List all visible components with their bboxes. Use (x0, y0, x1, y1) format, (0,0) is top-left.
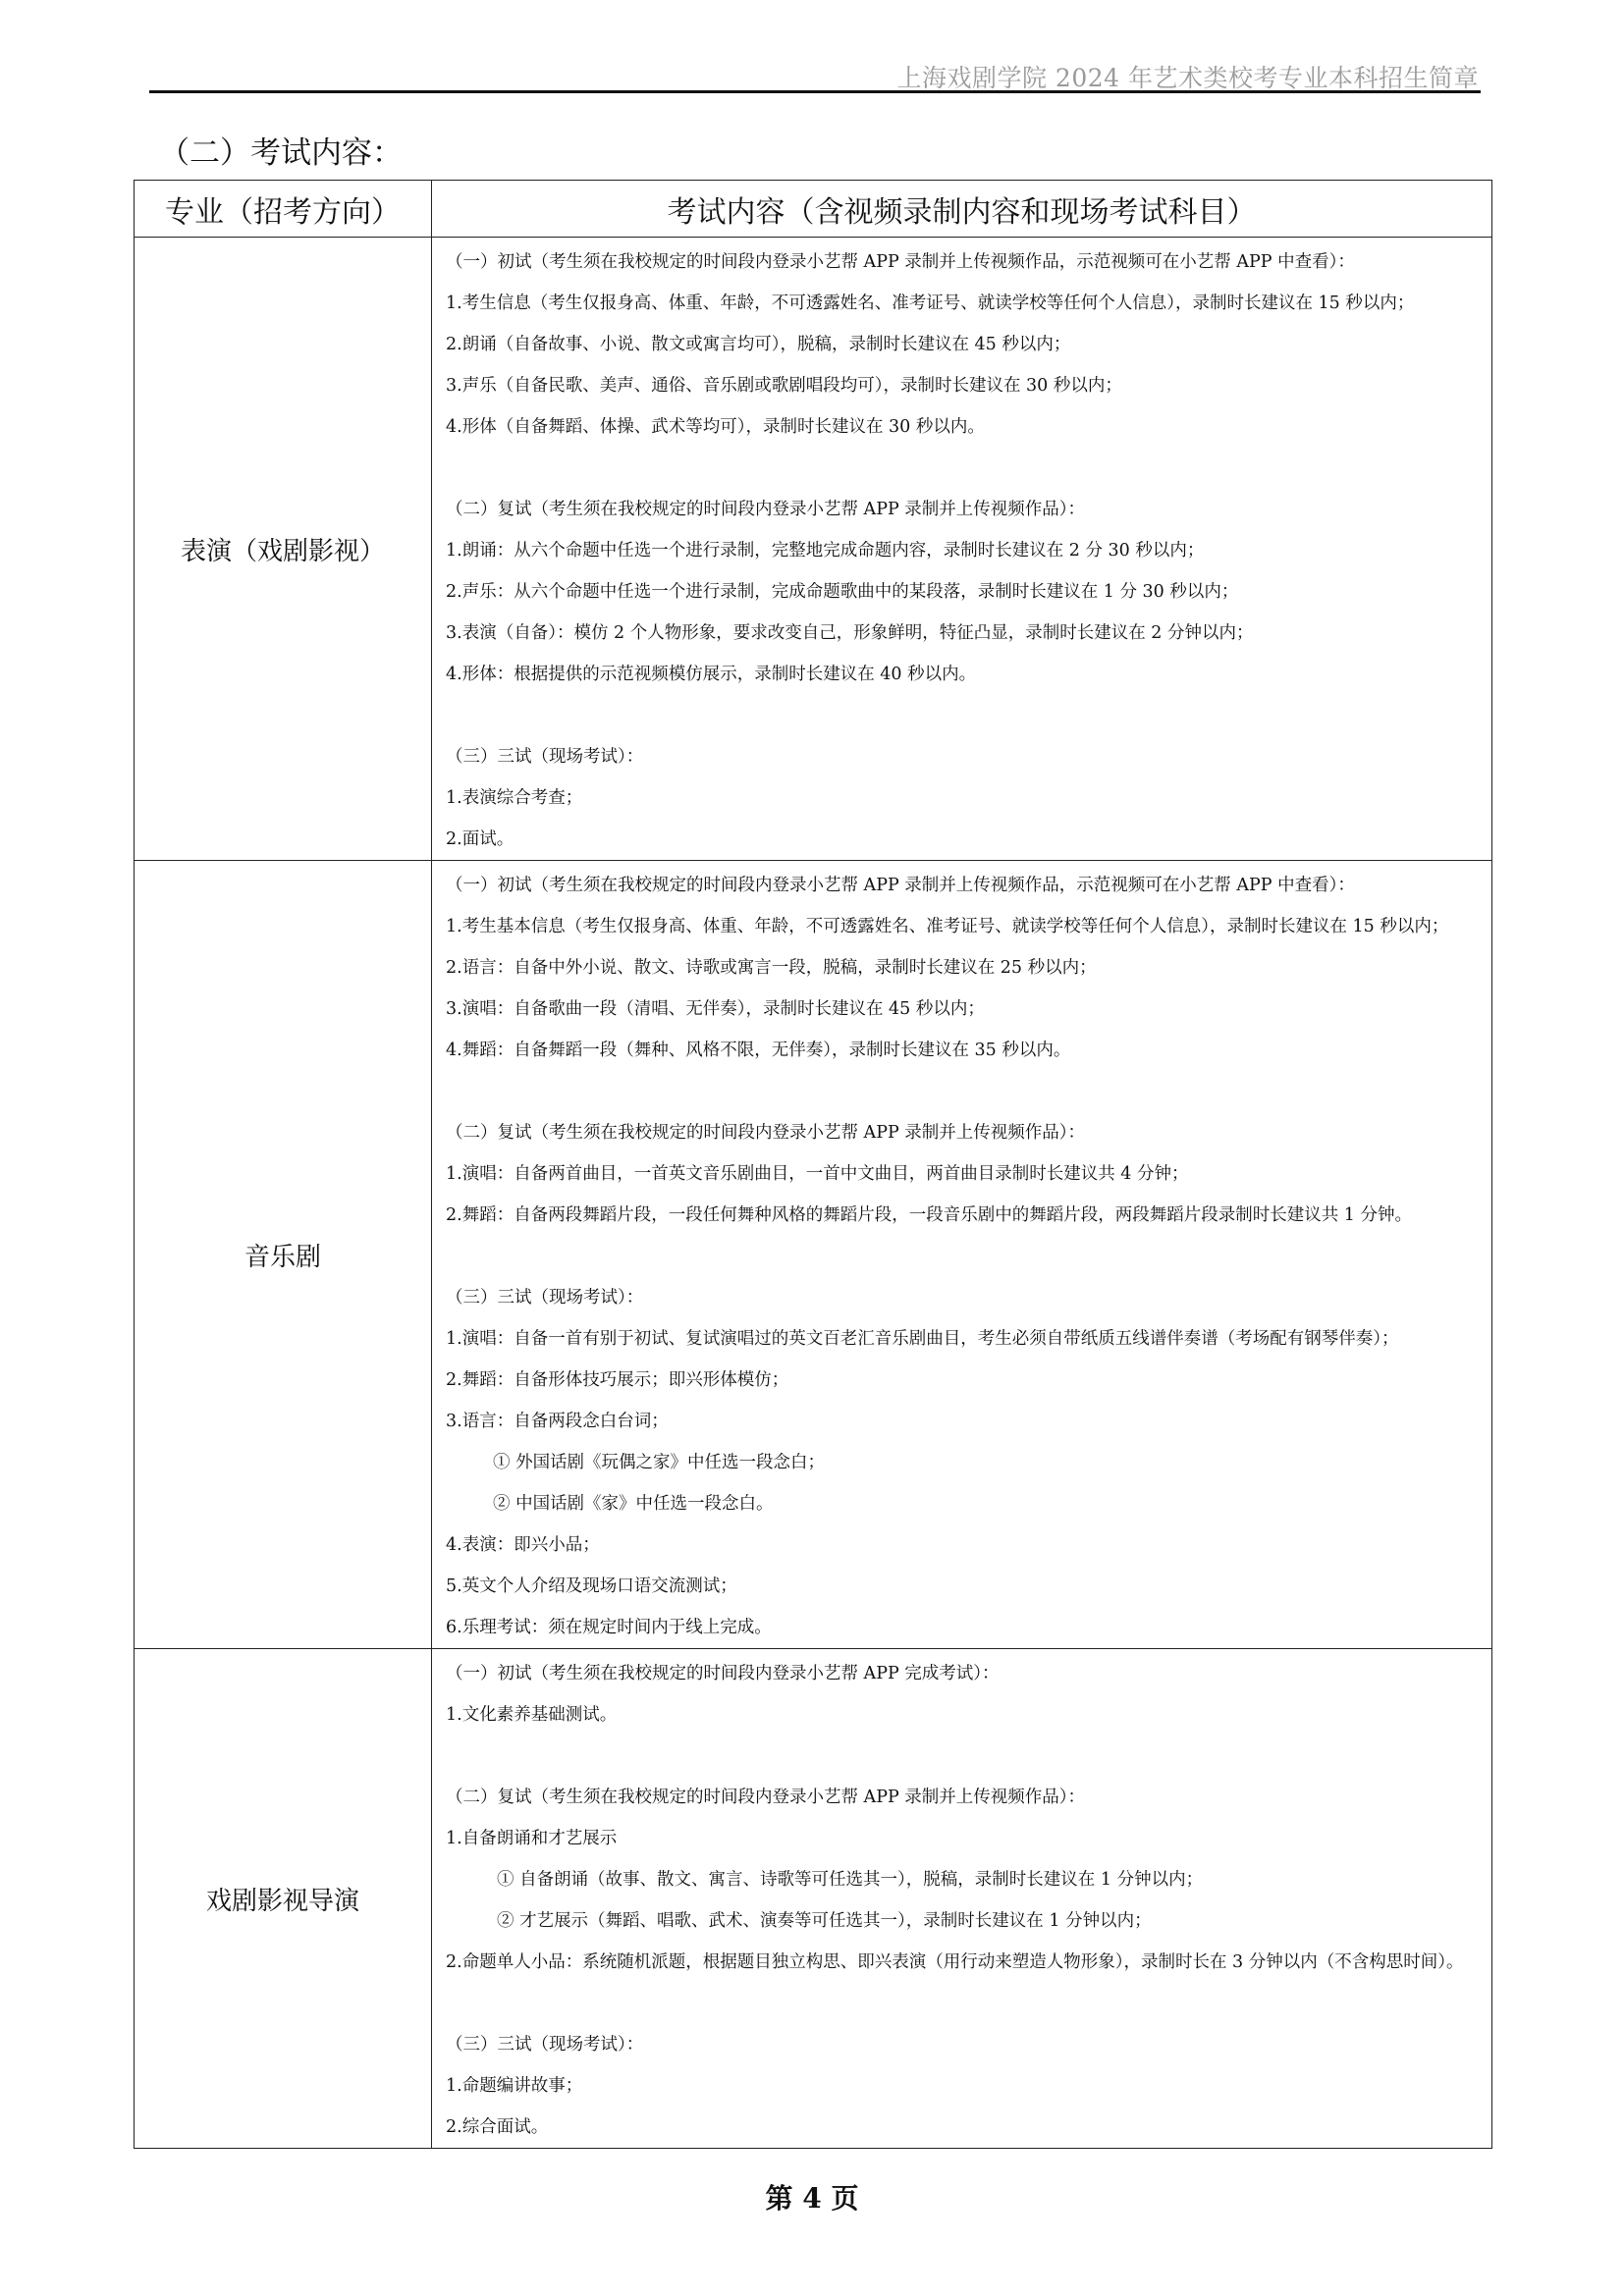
exam-item-line: 1.表演综合考查； (446, 788, 583, 808)
exam-item-line: 2.面试。 (446, 829, 514, 849)
column-header-content: 考试内容（含视频录制内容和现场考试科目） (432, 181, 1492, 238)
table-row (135, 861, 1492, 1649)
exam-item-line: 3.语言：自备两段念白台词； (446, 1412, 669, 1431)
exam-content-cell (432, 238, 1492, 861)
section-title: （二）考试内容： (159, 135, 403, 171)
exam-item-line: 1.文化素养基础测试。 (446, 1705, 618, 1725)
blank-line (446, 1735, 1491, 1777)
table-header-row (135, 181, 1492, 238)
exam-item-line: 2.舞蹈：自备形体技巧展示；即兴形体模仿； (446, 1370, 789, 1390)
table-row (135, 1649, 1492, 2149)
exam-item-line: 3.声乐（自备民歌、美声、通俗、音乐剧或歌剧唱段均可），录制时长建议在 30 秒以内； (446, 376, 1122, 396)
exam-item-line: 4.舞蹈：自备舞蹈一段（舞种、风格不限，无伴奏），录制时长建议在 35 秒以内。 (446, 1041, 1071, 1060)
exam-item-line: 2.舞蹈：自备两段舞蹈片段，一段任何舞种风格的舞蹈片段，一段音乐剧中的舞蹈片段，两段舞蹈片段录制时长建议共 1 分钟。 (446, 1205, 1412, 1225)
exam-item-line: 1.考生基本信息（考生仅报身高、体重、年龄，不可透露姓名、准考证号、就读学校等任何个人信息），录制时长建议在 15 秒以内； (446, 917, 1449, 936)
blank-line (446, 448, 1491, 489)
exam-stage-heading: （三）三试（现场考试）： (446, 2035, 644, 2055)
exam-stage-heading: （一）初试（考生须在我校规定的时间段内登录小艺帮 APP 完成考试）： (446, 1664, 1000, 1683)
blank-line (446, 695, 1491, 736)
page-number: 第 4 页 (765, 2182, 859, 2215)
exam-stage-heading: （二）复试（考生须在我校规定的时间段内登录小艺帮 APP 录制并上传视频作品）： (446, 1788, 1086, 1807)
major-cell: 表演（戏剧影视） (135, 238, 432, 861)
table-row (135, 238, 1492, 861)
exam-stage-heading: （一）初试（考生须在我校规定的时间段内登录小艺帮 APP 录制并上传视频作品，示范视频可在小艺帮 APP 中查看）： (446, 876, 1355, 895)
exam-item-line: 2.语言：自备中外小说、散文、诗歌或寓言一段，脱稿，录制时长建议在 25 秒以内； (446, 958, 1097, 978)
major-cell: 戏剧影视导演 (135, 1649, 432, 2149)
exam-item-line: ① 外国话剧《玩偶之家》中任选一段念白； (493, 1453, 826, 1472)
exam-stage-heading: （三）三试（现场考试）： (446, 747, 644, 767)
exam-item-line: 1.朗诵：从六个命题中任选一个进行录制，完整地完成命题内容，录制时长建议在 2 分 30 秒以内； (446, 541, 1205, 561)
major-cell: 音乐剧 (135, 861, 432, 1649)
exam-item-line: ① 自备朗诵（故事、散文、寓言、诗歌等可任选其一），脱稿，录制时长建议在 1 分钟以内； (497, 1870, 1204, 1890)
exam-stage-heading: （二）复试（考生须在我校规定的时间段内登录小艺帮 APP 录制并上传视频作品）： (446, 500, 1086, 519)
exam-item-line: 2.命题单人小品：系统随机派题，根据题目独立构思、即兴表演（用行动来塑造人物形象），录制时长在 3 分钟以内（不含构思时间）。 (446, 1952, 1464, 1972)
exam-item-line: 1.命题编讲故事； (446, 2076, 583, 2096)
header-rule (149, 90, 1481, 93)
exam-item-line: 1.演唱：自备两首曲目，一首英文音乐剧曲目，一首中文曲目，两首曲目录制时长建议共 4 分钟； (446, 1164, 1189, 1184)
column-header-major: 专业（招考方向） (135, 181, 432, 238)
exam-item-line: ② 才艺展示（舞蹈、唱歌、武术、演奏等可任选其一），录制时长建议在 1 分钟以内； (497, 1911, 1152, 1931)
exam-stage-heading: （一）初试（考生须在我校规定的时间段内登录小艺帮 APP 录制并上传视频作品，示范视频可在小艺帮 APP 中查看）： (446, 252, 1355, 272)
exam-item-line: 2.朗诵（自备故事、小说、散文或寓言均可），脱稿，录制时长建议在 45 秒以内； (446, 335, 1071, 354)
exam-content-cell (432, 1649, 1492, 2149)
exam-item-line: 3.演唱：自备歌曲一段（清唱、无伴奏），录制时长建议在 45 秒以内； (446, 999, 985, 1019)
exam-item-line: 1.演唱：自备一首有别于初试、复试演唱过的英文百老汇音乐剧曲目，考生必须自带纸质五线谱伴奏谱（考场配有钢琴伴奏）； (446, 1329, 1399, 1349)
exam-item-line: ② 中国话剧《家》中任选一段念白。 (493, 1494, 774, 1514)
exam-item-line: 2.综合面试。 (446, 2117, 549, 2137)
blank-line (446, 1071, 1491, 1112)
exam-item-line: 5.英文个人介绍及现场口语交流测试； (446, 1576, 737, 1596)
exam-item-line: 1.考生信息（考生仅报身高、体重、年龄，不可透露姓名、准考证号、就读学校等任何个人信息），录制时长建议在 15 秒以内； (446, 294, 1415, 313)
exam-stage-heading: （三）三试（现场考试）： (446, 1288, 644, 1308)
exam-item-line: 2.声乐：从六个命题中任选一个进行录制，完成命题歌曲中的某段落，录制时长建议在 1 分 30 秒以内； (446, 582, 1239, 602)
exam-item-line: 3.表演（自备）：模仿 2 个人物形象，要求改变自己，形象鲜明，特征凸显，录制时长建议在 2 分钟以内； (446, 623, 1254, 643)
table-body (135, 238, 1492, 2149)
exam-item-line: 4.形体（自备舞蹈、体操、武术等均可），录制时长建议在 30 秒以内。 (446, 417, 985, 437)
exam-item-line: 1.自备朗诵和才艺展示 (446, 1829, 618, 1848)
blank-line (446, 1983, 1491, 2024)
exam-content-table (134, 180, 1492, 2149)
document-header-title: 上海戏剧学院 2024 年艺术类校考专业本科招生简章 (896, 64, 1479, 92)
exam-item-line: 4.表演：即兴小品； (446, 1535, 600, 1555)
exam-item-line: 6.乐理考试：须在规定时间内于线上完成。 (446, 1618, 772, 1637)
exam-item-line: 4.形体：根据提供的示范视频模仿展示，录制时长建议在 40 秒以内。 (446, 665, 977, 684)
exam-content-cell (432, 861, 1492, 1649)
blank-line (446, 1236, 1491, 1277)
exam-stage-heading: （二）复试（考生须在我校规定的时间段内登录小艺帮 APP 录制并上传视频作品）： (446, 1123, 1086, 1143)
